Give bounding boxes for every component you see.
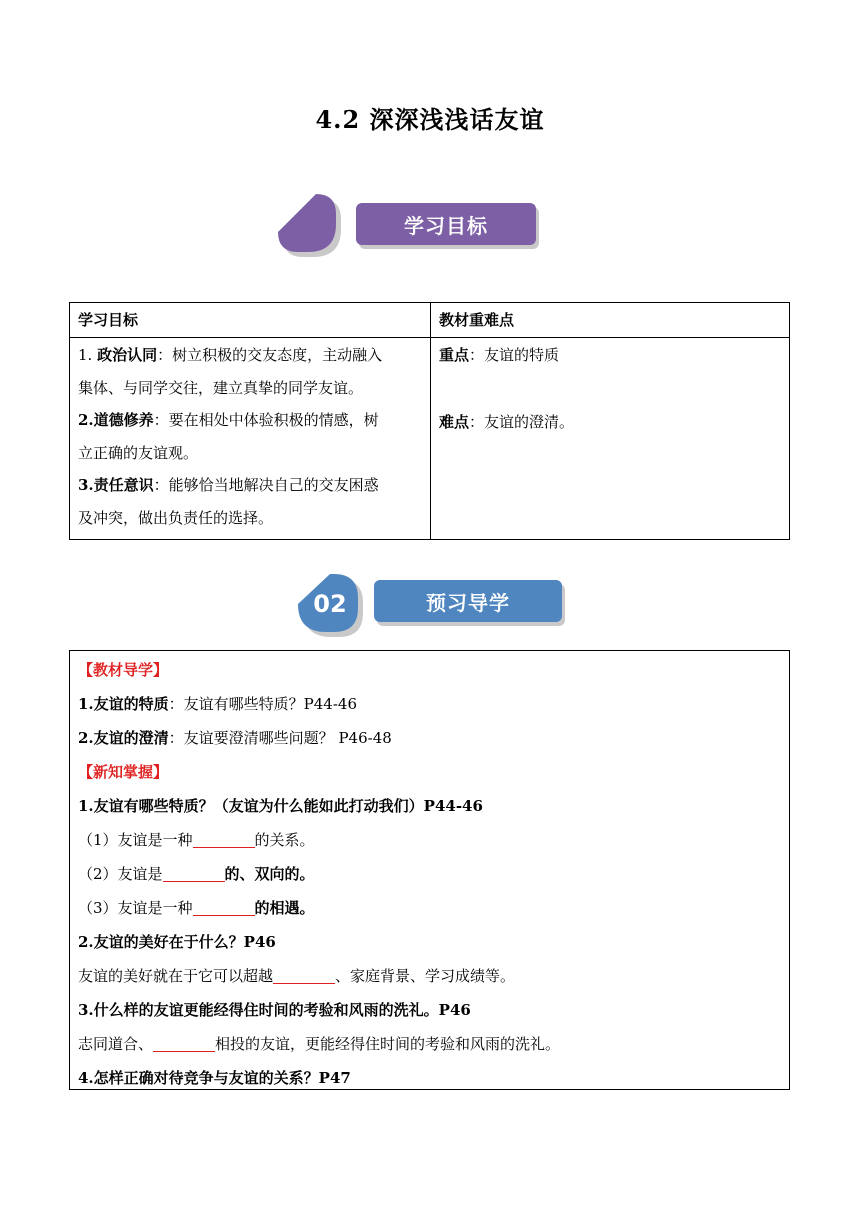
fill-item: 友谊的美好就在于它可以超越 、家庭背景、学习成绩等。: [78, 967, 516, 985]
master-heading: 【新知掌握】: [78, 763, 169, 781]
key-point: 重点：友谊的特质: [439, 346, 560, 364]
blank-line[interactable]: [163, 865, 225, 882]
key-points-cell: [439, 339, 779, 438]
header-goals: 学习目标: [78, 311, 139, 329]
guide-heading: 【教材导学】: [78, 661, 169, 679]
section-banner-learning-goals: 学习目标: [356, 203, 536, 245]
header-key-points: 教材重难点: [439, 311, 515, 329]
guide-item: 2.友谊的澄清：友谊要澄清哪些问题？ P46-48: [78, 729, 392, 747]
section-number-badge: [294, 572, 364, 638]
blank-line[interactable]: [193, 899, 255, 916]
question-2: 2.友谊的美好在于什么？P46: [78, 933, 276, 951]
learning-goals-table: [69, 302, 790, 540]
goal-item-cont: 及冲突，做出负责任的选择。: [78, 508, 274, 527]
section-banner-preview: 预习导学: [374, 580, 562, 622]
fill-item: （3）友谊是一种 的相遇。: [78, 899, 315, 917]
goals-cell: [78, 339, 424, 534]
table-divider: [430, 303, 431, 539]
guide-item: 1.友谊的特质：友谊有哪些特质？P44-46: [78, 695, 358, 713]
blank-line[interactable]: [273, 967, 335, 984]
fill-item: 志同道合、 相投的友谊，更能经得住时间的考验和风雨的洗礼。: [78, 1035, 561, 1053]
question-4: 4.怎样正确对待竞争与友谊的关系？P47: [78, 1069, 351, 1087]
section-number: 02: [313, 590, 347, 618]
question-3: 3.什么样的友谊更能经得住时间的考验和风雨的洗礼。P46: [78, 1001, 471, 1019]
question-1: 1.友谊有哪些特质？（友谊为什么能如此打动我们）P44-46: [78, 797, 483, 815]
goal-item: 3.责任意识：能够恰当地解决自己的交友困惑: [78, 476, 379, 494]
fill-item: （2）友谊是 的、双向的。: [78, 865, 315, 883]
blank-line[interactable]: [193, 831, 255, 848]
preview-guide-box: [69, 650, 790, 1090]
goal-item: 2.道德修养：要在相处中体验积极的情感，树: [78, 411, 379, 429]
goal-item-cont: 集体、与同学交往，建立真挚的同学友谊。: [78, 378, 364, 397]
goal-item: 1. 政治认同：树立积极的交友态度，主动融入: [78, 346, 383, 364]
difficult-point: 难点：友谊的澄清。: [439, 412, 575, 431]
fill-item: （1）友谊是一种 的关系。: [78, 831, 315, 849]
page-title: 4.2 深深浅浅话友谊: [315, 105, 545, 134]
goal-item-cont: 立正确的友谊观。: [78, 443, 199, 462]
blank-line[interactable]: [153, 1035, 215, 1052]
section-banner-shape: [276, 192, 342, 258]
